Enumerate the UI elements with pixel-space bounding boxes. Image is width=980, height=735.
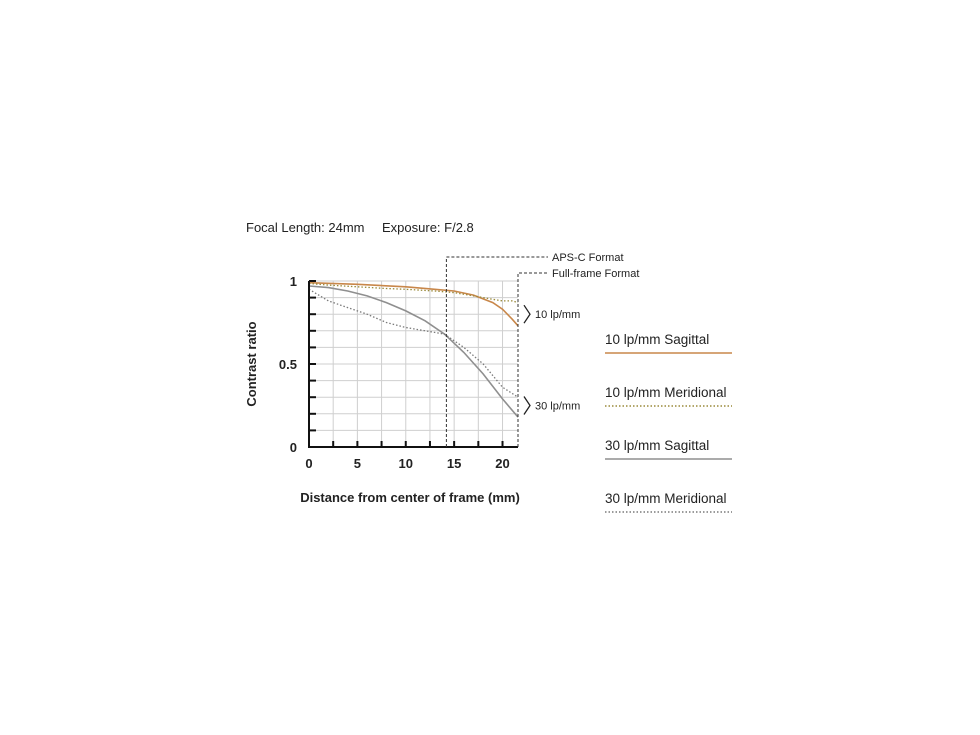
format-marker-line xyxy=(518,273,548,447)
format-marker-label: APS-C Format xyxy=(552,252,624,264)
group-label: 30 lp/mm xyxy=(535,400,581,413)
format-marker-label: Full-frame Format xyxy=(552,268,640,280)
y-tick-label: 0 xyxy=(289,440,297,455)
format-marker-line xyxy=(446,257,548,447)
exposure-label: Exposure: F/2.8 xyxy=(382,220,474,235)
x-tick-label: 10 xyxy=(398,456,413,471)
group-label: 10 lp/mm xyxy=(535,309,581,322)
y-tick-label: 1 xyxy=(289,274,297,289)
x-tick-label: 20 xyxy=(495,456,510,471)
legend-label: 10 lp/mm Sagittal xyxy=(605,332,710,347)
legend-label: 30 lp/mm Meridional xyxy=(605,491,727,506)
grid xyxy=(309,281,518,447)
x-tick-label: 0 xyxy=(305,456,313,471)
legend-label: 30 lp/mm Sagittal xyxy=(605,438,710,453)
legend xyxy=(605,332,732,512)
x-tick-label: 5 xyxy=(353,456,361,471)
focal-length-label: Focal Length: 24mm xyxy=(246,220,365,235)
x-axis-label: Distance from center of frame (mm) xyxy=(300,490,520,505)
group-bracket xyxy=(524,305,530,323)
y-tick-label: 0.5 xyxy=(278,357,297,372)
x-tick-label: 15 xyxy=(446,456,462,471)
y-axis-label: Contrast ratio xyxy=(244,321,259,407)
group-bracket xyxy=(524,397,530,415)
legend-label: 10 lp/mm Meridional xyxy=(605,385,727,400)
